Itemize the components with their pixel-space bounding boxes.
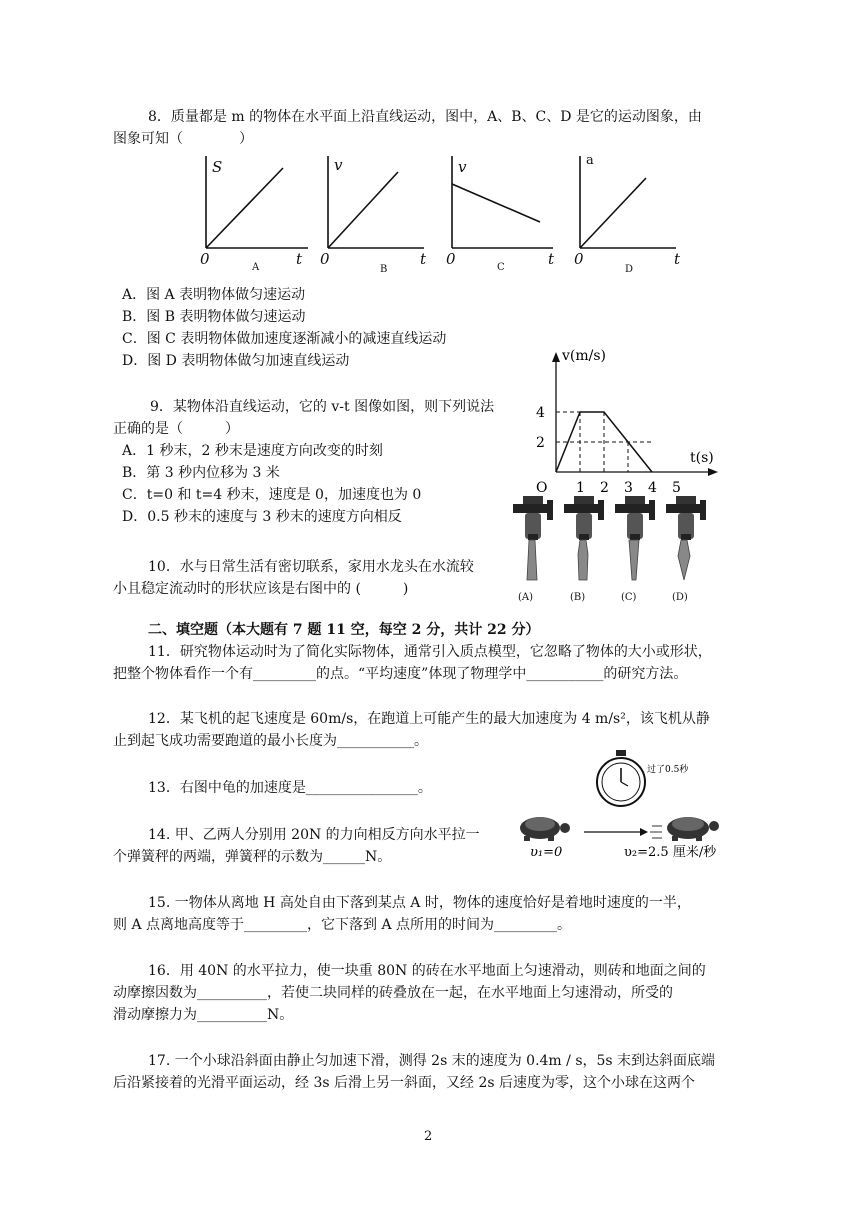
tortoise-right-icon bbox=[650, 817, 719, 841]
q8-graph-c-xlabel: t bbox=[548, 250, 555, 268]
q8-stem-line1: 8．质量都是 m 的物体在水平面上沿直线运动，图中，A、B、C、D 是它的运动图象，由 bbox=[148, 109, 702, 125]
q9-stem-line1: 9．某物体沿直线运动，它的 v-t 图像如图，则下列说法 bbox=[150, 399, 495, 415]
tortoise-left-icon bbox=[520, 817, 570, 841]
q9-vt-chart bbox=[522, 346, 722, 496]
q17-line1: 17. 一个小球沿斜面由静止匀加速下滑，测得 2s 末的速度为 0.4m / s，5s 末到达斜面底端 bbox=[148, 1053, 716, 1069]
q11-line2: 把整个物体看作一个有_________的点。“平均速度”体现了物理学中___________的研究方法。 bbox=[113, 666, 688, 682]
vt-x-tick-label: 5 bbox=[672, 480, 681, 496]
vt-guide-lines bbox=[556, 412, 652, 472]
q8-option-c: C．图 C 表明物体做加速度逐渐减小的减速直线运动 bbox=[122, 331, 447, 347]
q8-graph-b-caption: B bbox=[380, 264, 388, 275]
q13-tortoise-figure bbox=[512, 748, 732, 860]
vt-x-tick-label: 2 bbox=[600, 480, 609, 496]
q15-line1: 15. 一物体从离地 H 高处自由下落到某点 A 时，物体的速度恰好是着地时速度的一半， bbox=[148, 895, 691, 911]
q8-graph-d bbox=[580, 156, 676, 248]
section2-heading: 二、填空题（本大题有 7 题 11 空，每空 2 分，共计 22 分） bbox=[148, 622, 540, 638]
q8-option-d: D．图 D 表明物体做匀加速直线运动 bbox=[122, 353, 350, 369]
vt-x-tick-label: 4 bbox=[648, 480, 657, 496]
stopwatch-label: 过了0.5秒 bbox=[647, 765, 689, 775]
q8-graph-a-origin: 0 bbox=[200, 250, 210, 268]
q10-stem-line1: 10．水与日常生活有密切联系，家用水龙头在水流较 bbox=[148, 559, 474, 575]
q8-graph-a-caption: A bbox=[252, 262, 260, 273]
q8-graph-b-origin: 0 bbox=[320, 250, 330, 268]
faucet-a bbox=[513, 496, 553, 580]
vt-x-axis-label: t(s) bbox=[690, 450, 714, 466]
vt-x-axis-arrow-icon bbox=[708, 468, 718, 476]
faucet-c bbox=[615, 496, 655, 580]
q8-graph-d-origin: 0 bbox=[574, 250, 584, 268]
q8-graph-a-xlabel: t bbox=[296, 250, 303, 268]
stopwatch-icon bbox=[597, 750, 645, 806]
q16-line1: 16．用 40N 的水平拉力，使一块重 80N 的砖在水平地面上匀速滑动，则砖和地面之间的 bbox=[148, 963, 706, 979]
q16-line3: 滑动摩擦力为__________N。 bbox=[113, 1007, 294, 1023]
vt-x-tick-label: 1 bbox=[576, 480, 585, 496]
q9-option-d: D．0.5 秒末的速度与 3 秒末的速度方向相反 bbox=[122, 509, 402, 525]
q9-option-b: B．第 3 秒内位移为 3 米 bbox=[122, 465, 280, 481]
faucet-caption-d: (D) bbox=[672, 592, 688, 603]
q10-faucet-figure bbox=[508, 494, 714, 606]
q8-graph-d-caption: D bbox=[625, 264, 634, 275]
vt-y-tick-label: 4 bbox=[536, 405, 545, 421]
vt-y-axis-label: v(m/s) bbox=[562, 348, 607, 364]
faucet-caption-c: (C) bbox=[621, 592, 637, 603]
q15-line2: 则 A 点离地高度等于_________，它下落到 A 点所用的时间为_________。 bbox=[113, 917, 572, 933]
faucet-d bbox=[666, 496, 706, 580]
q8-graph-c-caption: C bbox=[497, 262, 505, 273]
vt-x-tick-label: 3 bbox=[624, 480, 633, 496]
q13-line1: 13．右图中龟的加速度是________________。 bbox=[148, 780, 432, 796]
q8-graph-d-ylabel: a bbox=[586, 153, 594, 168]
page-number: 2 bbox=[424, 1129, 433, 1144]
q8-graph-c bbox=[452, 156, 553, 248]
q10-stem-line2: 小且稳定流动时的形状应该是右图中的 ( ) bbox=[113, 581, 409, 597]
q8-option-a: A．图 A 表明物体做匀速运动 bbox=[122, 287, 306, 303]
tortoise-v1-label: υ₁=0 bbox=[530, 845, 563, 860]
q8-graph-b-xlabel: t bbox=[420, 250, 427, 268]
q8-graph-b-ylabel: v bbox=[334, 156, 343, 174]
q8-graph-a-ylabel: S bbox=[212, 158, 223, 176]
q8-option-b: B．图 B 表明物体做匀速运动 bbox=[122, 309, 306, 325]
tortoise-v2-label: υ₂=2.5 厘米/秒 bbox=[624, 845, 717, 860]
q12-line2: 止到起飞成功需要跑道的最小长度为___________。 bbox=[113, 733, 428, 749]
q17-line2: 后沿紧接着的光滑平面运动，经 3s 后滑上另一斜面，又经 2s 后速度为零，这个小球在这两个 bbox=[113, 1075, 695, 1091]
q14-line2: 个弹簧秤的两端，弹簧秤的示数为______N。 bbox=[113, 849, 392, 865]
vt-origin-label: O bbox=[536, 480, 548, 496]
q8-stem-line2: 图象可知（ ） bbox=[113, 131, 253, 147]
q9-option-c: C．t=0 和 t=4 秒末，速度是 0，加速度也为 0 bbox=[122, 487, 422, 503]
q8-graph-c-ylabel: v bbox=[458, 158, 467, 176]
vt-y-axis-arrow-icon bbox=[552, 352, 560, 362]
q11-line1: 11．研究物体运动时为了简化实际物体，通常引入质点模型，它忽略了物体的大小或形状， bbox=[148, 644, 712, 660]
q8-graphs-figure bbox=[188, 148, 708, 280]
q9-option-a: A．1 秒末，2 秒末是速度方向改变的时刻 bbox=[122, 443, 383, 459]
vt-y-tick-label: 2 bbox=[536, 435, 545, 451]
q9-stem-line2: 正确的是（ ） bbox=[113, 421, 239, 437]
q16-line2: 动摩擦因数为__________，若使二块同样的砖叠放在一起，在水平地面上匀速滑动，所受的 bbox=[113, 985, 673, 1001]
q8-graph-d-xlabel: t bbox=[674, 250, 681, 268]
q12-line1: 12．某飞机的起飞速度是 60m/s，在跑道上可能产生的最大加速度为 4 m/s²，该飞机从静 bbox=[148, 711, 710, 727]
faucet-b bbox=[564, 496, 604, 580]
motion-arrow-head-icon bbox=[640, 828, 648, 836]
q8-graph-c-origin: 0 bbox=[446, 250, 456, 268]
faucet-caption-b: (B) bbox=[570, 592, 586, 603]
q14-line1: 14. 甲、乙两人分别用 20N 的力向相反方向水平拉一 bbox=[148, 827, 480, 843]
faucet-caption-a: (A) bbox=[518, 592, 534, 603]
